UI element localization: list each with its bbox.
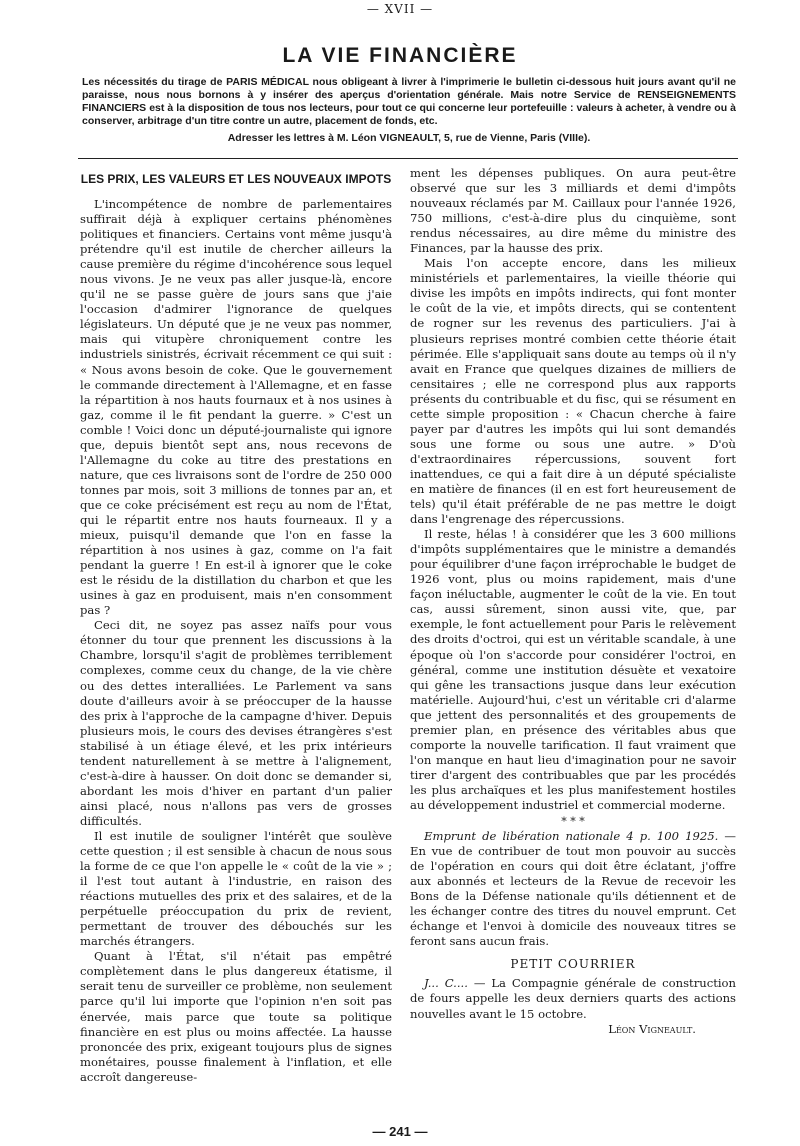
paragraph: Il reste, hélas ! à considérer que les 3 600 millions d'impôts supplémentaires que le ministre a demandés pour équilibrer d'une façon irréprochable le budget de 1926 vont, plus ou moins rapidement, mais d'une façon inéluctable, augmenter le coût de la vie. En tout cas, aussi sûrement, sinon aussi vite, que, par exemple, le font actuellement pour Paris le relèvement des droits d'octroi, qui est un véritable scandale, à une époque où l'on s'accorde pour considérer l'octroi, en général, comme une institution désuète et vexatoire qui gêne les transactions jusque dans leur exécution matérielle. Aujourd'hui, c'est un véritable cri d'alarme que jettent des personnalités et des groupements de premier plan, en présence des véritables abus que comporte la nouvelle tarification. Il faut vraiment que l'on manque en haut lieu d'imagination pour ne savoir tirer d'argent des contribuables que par les procédés les plus archaïques et les plus manifestement hostiles au développement industriel et commercial moderne. [410,527,736,812]
paragraph: Il est inutile de souligner l'intérêt que soulève cette question ; il est sensible à chacun de nous sous la forme de ce que l'on appelle le « coût de la vie » ; il l'est tout autant à l'industrie, en raison des réactions mutuelles des prix et des salaires, et de la perpétuelle préoccupation du prix de revient, permettant de trouver des débouchés sur les marchés étrangers. [80,828,392,949]
courrier-title: PETIT COURRIER [510,957,636,972]
page-number: — 241 — [372,1124,428,1139]
right-column [410,166,736,1037]
paragraph: Quant à l'État, s'il n'était pas empêtré complètement dans le plus dangereux étatisme, il serait tenu de surveiller ce problème, non seulement parce qu'il lui importe que l'opinion n'en soit pas énervée, mais parce que toute sa politique financière en est plus ou moins affectée. La hausse prononcée des prix, exigeant toujours plus de signes monétaires, pousse finalement à l'inflation, et elle accroît dangereuse- [80,949,392,1084]
courrier-paragraph [410,976,736,1021]
emprunt-title: Emprunt de libération nationale 4 p. 100 1925. [424,829,719,844]
section-stars: * * * [561,815,585,829]
emprunt-paragraph [410,829,736,949]
paragraph: L'incompétence de nombre de parlementaires suffirait déjà à expliquer certains phénomènes politiques et financiers. Certains vont même jusqu'à prétendre qu'il est inutile de chercher ailleurs la cause première du régime d'incohérence sous lequel nous vivons. Je ne veux pas aller jusque-là, encore qu'il ne se passe guère de jours sans que j'aie l'occasion d'admirer l'ignorance de quelques législateurs. Un député que je ne veux pas nommer, mais qui vitupère chroniquement contre les industriels sinistrés, écrivait récemment ce qui suit : « Nous avons besoin de coke. Que le gouvernement le commande directement à l'Allemagne, et en fasse la répartition à nos hauts fournaux et à nos usines à gaz, comme il le fit pendant la guerre. » C'est un comble ! Voici donc un député-journaliste qui ignore que, depuis bientôt sept ans, nous recevons de l'Allemagne du coke au titre des prestations en nature, que ces livraisons sont de l'ordre de 250 000 tonnes par mois, soit 3 millions de tonnes par an, et que ce coke précisément est reçu au nom de l'État, qui le répartit entre nos hauts fourneaux. Il y a mieux, puisqu'il demande que l'on en fasse la répartition à nos usines à gaz, comme on l'a fait pendant la guerre ! En est-il à ignorer que le coke est le résidu de la distillation du charbon et que les usines à gaz en produisent, mais n'en consomment pas ? [80,197,392,618]
page-runner: — XVII — [366,2,434,16]
address-line: Adresser les lettres à M. Léon VIGNEAULT, 5, rue de Vienne, Paris (VIIIe). [227,132,591,144]
intro-notice [82,76,736,145]
signature: Léon Vigneault. [608,1021,696,1036]
intro-text: Les nécessités du tirage de PARIS MÉDICAL nous obligeant à livrer à l'imprimerie le bulletin ci-dessous huit jours avant qu'il ne paraisse, nous nous bornons à y insérer des aperçus d'orientation générale. Mais notre Service de RENSEIGNEMENTS FINANCIERS est à la disposition de tous nos lecteurs, pour tout ce qui concerne leur portefeuille : valeurs à acheter, à vendre ou à conserver, arbitrage d'un titre contre un autre, placement de fonds, etc. [82,76,736,127]
paragraph: Ceci dit, ne soyez pas assez naïfs pour vous étonner du tour que prennent les discussions à la Chambre, lorsqu'il s'agit de problèmes terriblement complexes, comme ceux du change, de la vie chère ou des dettes interalliées. Le Parlement va sans doute d'ailleurs avoir à se préoccuper de la hausse des prix à l'approche de la campagne d'hiver. Depuis plusieurs mois, le cours des devises étrangères s'est stabilisé à un étiage élevé, et les prix intérieurs tendent naturellement à se mettre à l'alignement, c'est-à-dire à hausser. On doit donc se demander si, abordant les mois d'hiver en partant d'un palier ainsi placé, nous n'allons pas vers de grosses difficultés. [80,618,392,828]
paragraph: Mais l'on accepte encore, dans les milieux ministériels et parlementaires, la vieille théorie qui divise les impôts en impôts indirects, qui font monter le coût de la vie, et impôts directs, qui se contentent de rogner sur les revenus des particuliers. J'ai à plusieurs reprises montré combien cette théorie était périmée. Elle s'appliquait sans doute au temps où il n'y avait en France que quelques dizaines de milliers de censitaires ; elle ne correspond plus aux rapports présents du contribuable et du fisc, qui se résument en cette simple proposition : « Chacun cherche à faire payer par d'autres les impôts qui lui sont demandés sous une forme ou sous une autre. » D'où d'extraordinaires répercussions, souvent fort inattendues, ce qui a fait dire à un député spécialiste en matière de finances (il en est fort heureusement de tels) qu'il était préférable de ne pas mettre le doigt dans l'engrenage des répercussions. [410,256,736,527]
article-title: LES PRIX, LES VALEURS ET LES NOUVEAUX IMPOTS [80,172,392,186]
header-rule [78,158,738,159]
courrier-text: — La Compagnie générale de construction de fours appelle les deux derniers quarts des actions nouvelles avant le 15 octobre. [410,976,737,1021]
left-column [80,172,392,1085]
emprunt-text: — En vue de contribuer de tout mon pouvoir au succès de l'opération en cours qui doit être éclatant, j'offre aux abonnés et lecteurs de la Revue de recevoir les Bons de la Défense nationale qu'ils détiennent et de les échanger contre des titres du nouvel emprunt. Cet échange et l'envoi à domicile des nouveaux titres se feront sans aucun frais. [410,829,736,949]
paragraph: ment les dépenses publiques. On aura peut-être observé que sur les 3 milliards et demi d'impôts nouveaux réclamés par M. Caillaux pour l'année 1926, 750 millions, c'est-à-dire plus du cinquième, sont rendus nécessaires, au dire même du ministre des Finances, par la hausse des prix. [410,166,736,256]
courrier-name: J... C.... [424,976,468,991]
page-title: LA VIE FINANCIÈRE [282,44,518,67]
